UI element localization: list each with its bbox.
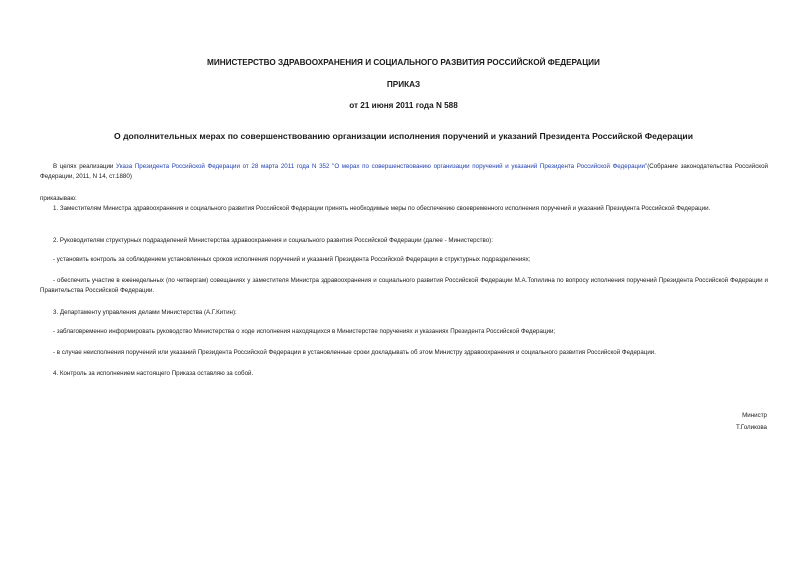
signature-name: Т.Голикова xyxy=(736,424,767,431)
orders-word: приказываю: xyxy=(40,195,77,202)
paragraph-3b: - в случае неисполнения поручений или указаний Президента Российской Федерации в установленные сроки докладывать об этом Министру здравоохранения и социального развития Российской Федерации. xyxy=(53,349,656,356)
paragraph-3: 3. Департаменту управления делами Министерства (А.Г.Китин): xyxy=(53,309,237,316)
ministry-heading: МИНИСТЕРСТВО ЗДРАВООХРАНЕНИЯ И СОЦИАЛЬНОГО РАЗВИТИЯ РОССИЙСКОЙ ФЕДЕРАЦИИ xyxy=(207,58,600,67)
preamble-text-after: (Собрание законодательства Российской Федерации, 2011, N 14, ст.1880) xyxy=(40,163,768,180)
preamble-paragraph xyxy=(40,162,768,182)
paragraph-1: 1. Заместителям Министра здравоохранения и социального развития Российской Федерации принять необходимые меры по обеспечению своевременного исполнения поручений и указаний Президента Российской Федерации. xyxy=(53,205,711,212)
decree-link[interactable]: Указа Президента Российской Федерации от 28 марта 2011 года N 352 "О мерах по совершенствованию организации поручений и указаний Президента Российской Федерации" xyxy=(116,163,648,170)
paragraph-2a: - установить контроль за соблюдением установленных сроков исполнения поручений и указаний Президента Российской Федерации в структурных подразделениях; xyxy=(53,256,531,263)
signature-block xyxy=(736,410,767,434)
order-title: О дополнительных мерах по совершенствованию организации исполнения поручений и указаний Президента Российской Федерации xyxy=(114,131,693,141)
order-date-heading: от 21 июня 2011 года N 588 xyxy=(349,101,458,110)
preamble-text-before: В целях реализации xyxy=(53,163,117,170)
order-type-heading: ПРИКАЗ xyxy=(386,80,421,89)
paragraph-3a: - заблаговременно информировать руководство Министерства о ходе исполнения находящихся в Министерстве поручениях и указаниях Президента Российской Федерации; xyxy=(53,328,556,335)
paragraph-4: 4. Контроль за исполнением настоящего Приказа оставляю за собой. xyxy=(53,370,254,377)
paragraph-2b: - обеспечить участие в еженедельных (по четвергам) совещаниях у заместителя Министра здравоохранения и социального развития Российской Федерации М.А.Топилина по вопросу исполнения поручений Президента Российской Федерации и Правительства Российской Федерации. xyxy=(40,277,768,294)
signature-position: Министр xyxy=(742,412,767,419)
paragraph-2: 2. Руководителям структурных подразделений Министерства здравоохранения и социального развития Российской Федерации (далее - Министерство): xyxy=(53,237,493,244)
